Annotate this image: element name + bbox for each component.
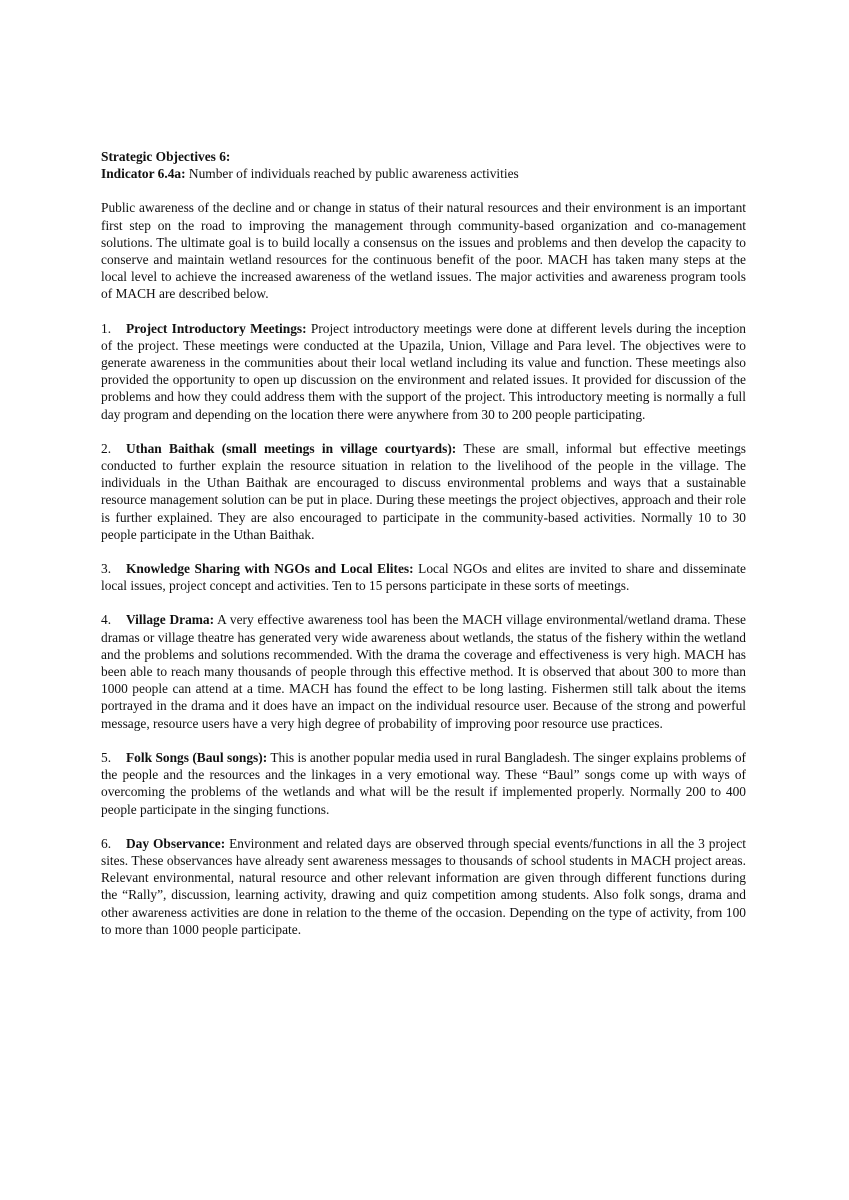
- item-title: Uthan Baithak (small meetings in village courtyards):: [126, 440, 457, 456]
- item-number: 5.: [101, 749, 112, 765]
- item-text: These are small, informal but effective meetings conducted to further explain the resource situation in relation to the livelihood of the people in the village. The individuals in the Uthan Baithak are encouraged to discuss environmental problems and ways that a sustainable resource management solution can be put in place. During these meetings the project objectives, approach and their role is further explained. They are also encouraged to participate in the community-based activities. Normally 10 to 30 people participate in the Uthan Baithak.: [101, 440, 746, 542]
- item-text: Local NGOs and elites are invited to share and disseminate local issues, project concept and activities. Ten to 15 persons participate in these sorts of meetings.: [101, 561, 746, 594]
- list-item: [101, 440, 746, 543]
- item-title: Village Drama:: [126, 612, 215, 628]
- list-item: [101, 835, 746, 938]
- list-item: [101, 749, 746, 818]
- item-text: This is another popular media used in rural Bangladesh. The singer explains problems of the people and the resources and the linkages in a very emotional way. These “Baul” songs come up with ways of overcoming the problems of the wetlands and what will be the result if implemented properly. Normally 200 to 400 people participate in the singing functions.: [101, 749, 746, 817]
- item-number: 1.: [101, 320, 112, 336]
- indicator-line: [101, 165, 746, 182]
- item-text: Project introductory meetings were done at different levels during the inception of the project. These meetings were conducted at the Upazila, Union, Village and Para level. The objectives were to generate awareness in the communities about their local wetland including its value and function. These meetings also provided the opportunity to open up discussion on the environment and related issues. It provided for discussion of the problems and how they could address them with the support of the project. This introductory meeting is normally a full day program and depending on the location there were anywhere from 30 to 200 people participating.: [101, 320, 746, 422]
- item-text: A very effective awareness tool has been the MACH village environmental/wetland drama. These dramas or village theatre has generated very wide awareness about wetlands, the status of the fishery within the wetland and the problems and solutions recommended. With the drama the coverage and effectiveness is very high. MACH has been able to reach many thousands of people through this effective method. It is observed that about 300 to more than 1000 people can attend at a time. MACH has found the effect to be long lasting. Fishermen still talk about the items portrayed in the drama and it does have an impact on the individual resource user. Because of the strong and powerful message, resource users have a very high degree of probability of improving poor resource use practices.: [101, 612, 746, 731]
- indicator-text: Number of individuals reached by public awareness activities: [185, 166, 519, 182]
- item-title: Project Introductory Meetings:: [126, 320, 307, 336]
- list-item: [101, 611, 746, 731]
- indicator-label: Indicator 6.4a:: [101, 166, 186, 182]
- item-title: Folk Songs (Baul songs):: [126, 749, 268, 765]
- list-item: [101, 560, 746, 594]
- item-number: 4.: [101, 612, 112, 628]
- intro-paragraph: Public awareness of the decline and or change in status of their natural resources and their environment is an important first step on the road to improving the management through community-based organization and co-management solutions. The ultimate goal is to build locally a consensus on the issues and problems and then develop the capacity to conserve and maintain wetland resources for the continuous benefit of the poor. MACH has taken many steps at the local level to achieve the increased awareness of the wetland issues. The major activities and awareness program tools of MACH are described below.: [101, 200, 746, 302]
- list-item: [101, 320, 746, 423]
- item-title: Day Observance:: [126, 835, 226, 851]
- item-number: 2.: [101, 440, 112, 456]
- item-number: 6.: [101, 835, 112, 851]
- section-heading: Strategic Objectives 6:: [101, 149, 231, 164]
- item-text: Environment and related days are observed through special events/functions in all the 3 project sites. These observances have already sent awareness messages to thousands of school students in MACH project areas. Relevant environmental, natural resource and other relevant information are given through different functions during the “Rally”, discussion, learning activity, drawing and quiz competition among students. Also folk songs, drama and other awareness activities are done in relation to the theme of the occasion. Depending on the type of activity, from 100 to more than 1000 people participate.: [101, 835, 746, 937]
- item-number: 3.: [101, 561, 112, 577]
- item-title: Knowledge Sharing with NGOs and Local Elites:: [126, 561, 414, 577]
- document-page: [101, 148, 746, 955]
